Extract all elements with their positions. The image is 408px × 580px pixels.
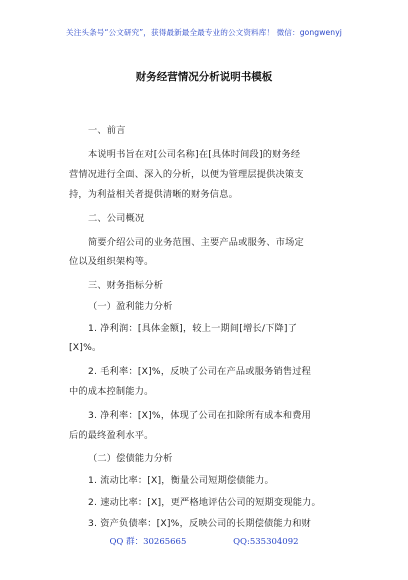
section-heading-preface: 一、前言 xyxy=(88,125,126,136)
body-line: 简要介绍公司的业务范围、主要产品或服务、市场定 xyxy=(88,237,304,248)
body-line: 后的最终盈利水平。 xyxy=(69,430,154,441)
footer-qq-number: QQ:535304092 xyxy=(233,537,299,547)
section-heading-indicators: 三、财务指标分析 xyxy=(88,280,164,291)
body-line: 营情况进行全面、深入的分析，以便为管理层提供决策支 xyxy=(69,169,304,180)
section-heading-overview: 二、公司概况 xyxy=(88,213,145,224)
body-line: 1. 净利润：[具体金额]，较上一期间[增长/下降]了 xyxy=(88,323,298,334)
body-line: 中的成本控制能力。 xyxy=(69,386,154,397)
header-banner: 关注头条号“公文研究”，获得最新最全最专业的公文资料库！ 微信：gongwenyj xyxy=(66,28,342,37)
body-line: 2. 毛利率：[X]%，反映了公司在产品或服务销售过程 xyxy=(88,366,312,377)
footer-contact xyxy=(0,535,408,547)
document-title: 财务经营情况分析说明书模板 xyxy=(135,71,273,83)
body-line: 位以及组织架构等。 xyxy=(69,256,154,267)
subsection-heading-profitability: （一）盈利能力分析 xyxy=(88,301,173,312)
body-line: 3. 资产负债率：[X]%，反映公司的长期偿债能力和财 xyxy=(88,518,312,529)
body-line: 2. 速动比率：[X]，更严格地评估公司的短期变现能力。 xyxy=(88,497,321,508)
body-line: 本说明书旨在对[公司名称]在[具体时间段]的财务经 xyxy=(88,149,301,160)
body-line: 持，为利益相关者提供清晰的财务信息。 xyxy=(69,189,238,200)
subsection-heading-solvency: （二）偿债能力分析 xyxy=(88,453,173,464)
body-line: [X]%。 xyxy=(69,342,102,353)
footer-qq-group: QQ 群：30265665 xyxy=(109,537,187,547)
body-line: 3. 净利率：[X]%，体现了公司在扣除所有成本和费用 xyxy=(88,410,312,421)
body-line: 1. 流动比率：[X]，衡量公司短期偿债能力。 xyxy=(88,475,274,486)
